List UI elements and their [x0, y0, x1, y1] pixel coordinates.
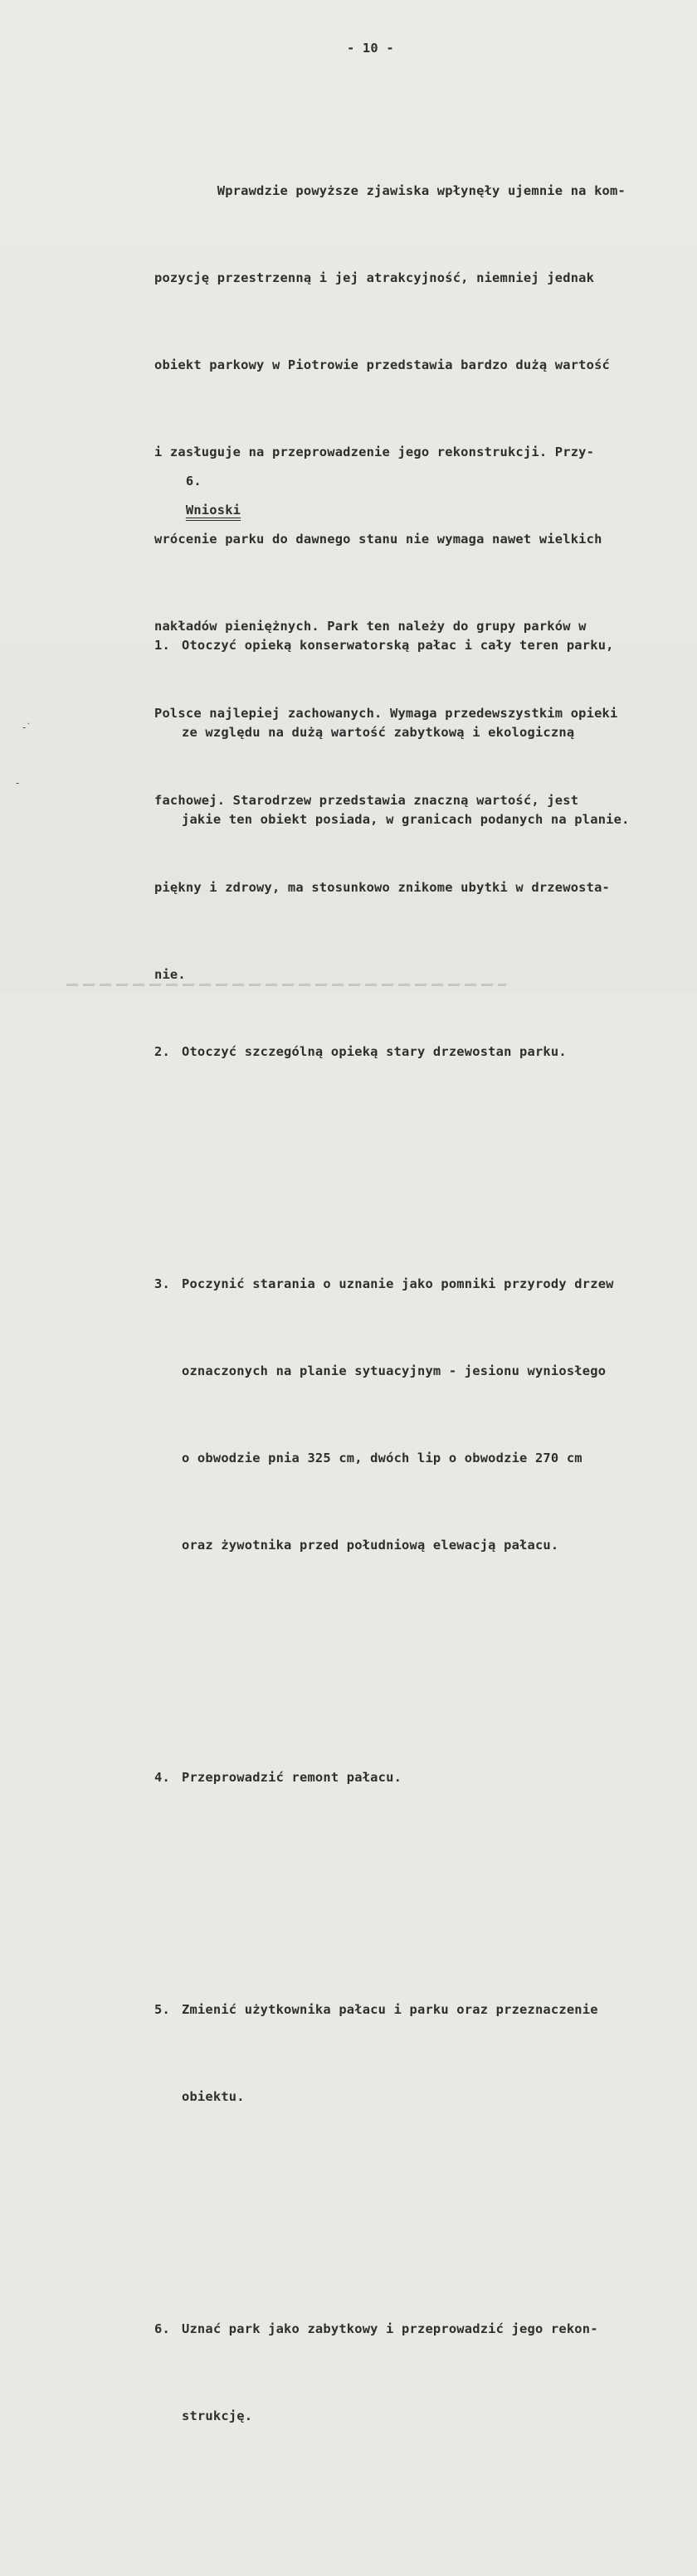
margin-tick-mark: -	[16, 777, 20, 789]
item-text: Otoczyć opieką konserwatorską pałac i cały teren parku,	[182, 638, 614, 653]
item-text: oraz żywotnika przed południową elewacją pałacu.	[182, 1538, 559, 1553]
item-text: Otoczyć szczególną opieką stary drzewostan parku.	[182, 1044, 567, 1059]
paragraph-line: Polsce najlepiej zachowanych. Wymaga przedewszystkim opieki	[154, 706, 618, 721]
list-item	[154, 1937, 630, 2170]
item-text: o obwodzie pnia 325 cm, dwóch lip o obwodzie 270 cm	[182, 1451, 582, 1465]
item-number: 4.	[154, 1770, 170, 1785]
paragraph-line: wrócenie parku do dawnego stanu nie wymaga nawet wielkich	[154, 532, 602, 547]
list-item	[154, 573, 630, 892]
paragraph-line: piękny i zdrowy, ma stosunkowo znikome ubytki w drzewosta-	[154, 880, 611, 895]
page-bottom-edge	[66, 984, 506, 986]
list-item	[154, 1705, 630, 1850]
section-title: Wnioski	[185, 503, 241, 518]
paragraph-line: fachowej. Starodrzew przedstawia znaczną wartość, jest	[154, 793, 579, 808]
paragraph-line: Wprawdzie powyższe zjawiska wpłynęły ujemnie na kom-	[154, 183, 626, 198]
item-number: 5.	[154, 2002, 170, 2017]
paragraph-line: nakładów pieniężnych. Park ten należy do grupy parków w	[154, 619, 587, 634]
item-number: 3.	[154, 1276, 170, 1291]
paragraph-line: nie.	[154, 967, 186, 982]
margin-tick-mark: -˙	[22, 722, 32, 733]
paragraph-line: i zasługuje na przeprowadzenie jego rekonstrukcji. Przy-	[154, 445, 595, 459]
list-item	[154, 1212, 630, 1618]
item-text: Uznać park jako zabytkowy i przeprowadzić jego rekon-	[182, 2321, 598, 2336]
item-text: Przeprowadzić remont pałacu.	[182, 1770, 402, 1785]
paragraph-line: obiekt parkowy w Piotrowie przedstawia bardzo dużą wartość	[154, 357, 611, 372]
item-number: 2.	[154, 1044, 170, 1059]
item-number: 6.	[154, 2321, 170, 2336]
list-item	[154, 2257, 630, 2489]
item-text: obiektu.	[182, 2089, 245, 2104]
item-text: jakie ten obiekt posiada, w granicach podanych na planie.	[182, 812, 630, 827]
item-text: ze względu na dużą wartość zabytkową i ekologiczną	[182, 725, 575, 740]
paragraph-line: pozycję przestrzenną i jej atrakcyjność, niemniej jednak	[154, 270, 595, 285]
list-item	[154, 979, 630, 1125]
item-text: oznaczonych na planie sytuacyjnym - jesionu wyniosłego	[182, 1363, 607, 1378]
item-text: Zmienić użytkownika pałacu i parku oraz przeznaczenie	[182, 2002, 598, 2017]
item-number: 1.	[154, 638, 170, 653]
item-text: strukcję.	[182, 2408, 253, 2423]
conclusions-list	[154, 486, 630, 2576]
item-text: Poczynić starania o uznanie jako pomniki przyrody drzew	[182, 1276, 614, 1291]
page-number: - 10 -	[347, 41, 394, 56]
section-number: 6.	[185, 474, 202, 488]
